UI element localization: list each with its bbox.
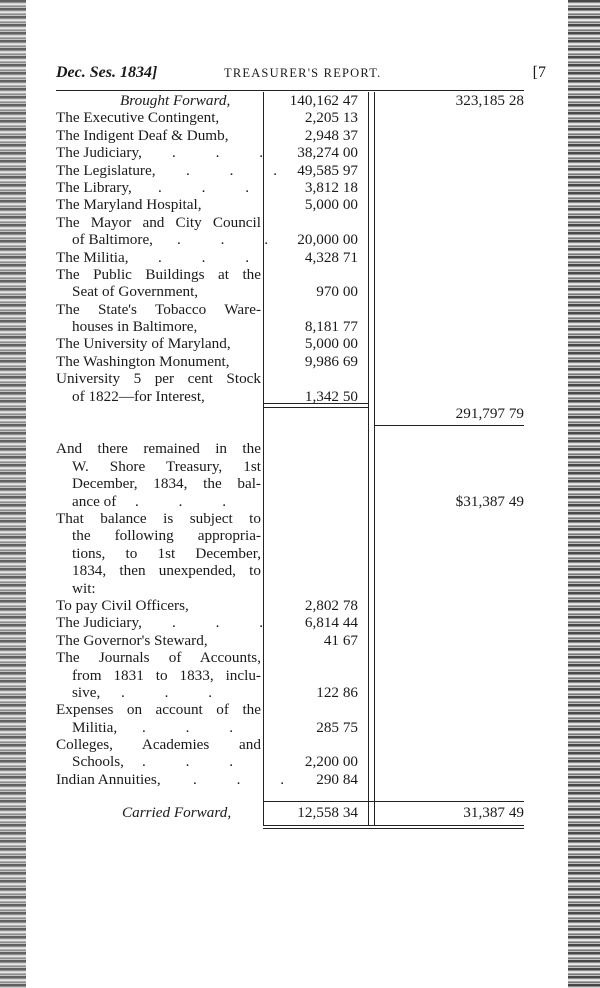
ledger-row [56,475,524,492]
item-amount-cents: 71 [342,248,358,266]
ledger-row [56,370,524,387]
entry-description: The Library, [56,178,132,196]
section-gap [56,788,524,804]
entry-description: from 1831 to 1833, inclu- [72,666,261,684]
item-amount-cents: 50 [342,387,358,405]
total-amount [456,493,524,510]
item-amount-dollars: 140,162 [289,92,340,109]
ledger-row [56,92,524,109]
item-amount [305,614,358,631]
item-amount-cents: 00 [342,335,358,353]
header-title: TREASURER'S REPORT. [224,66,382,80]
total-amount [463,804,524,821]
item-amount-cents: 00 [342,144,358,162]
entry-description: of Baltimore, [72,231,153,249]
item-amount-dollars: 122 [316,683,340,701]
ledger-row [56,545,524,562]
entry-description: The Maryland Hospital, [56,196,202,214]
item-amount-dollars: 2,205 [304,109,340,127]
ledger-row [56,440,524,457]
entry-description: The Journals of Accounts, [56,649,261,667]
entry-description: Schools, [72,753,124,771]
item-amount [305,318,358,335]
item-amount-cents: 69 [342,352,358,370]
entry-description: The Judiciary, [56,144,142,162]
entry-description: The Governor's Steward, [56,631,208,649]
item-amount-dollars: 6,814 [304,614,340,632]
ledger-row [56,266,524,283]
ledger-row [56,335,524,352]
ledger-row [56,318,524,335]
item-amount-dollars: 4,328 [304,248,340,266]
ledger-row [56,562,524,579]
carried-forward-underline-double [263,828,524,829]
entry-description: 1834, then unexpended, to [72,562,261,580]
leader-dots: . . . [142,753,251,771]
ledger-row [56,283,524,300]
ledger-row [56,701,524,718]
column-rule-items-right [368,92,369,826]
item-amount-dollars: 2,200 [304,753,340,771]
item-amount-cents: 75 [342,718,358,736]
item-amount [316,684,358,701]
item-amount-cents: 00 [342,283,358,301]
item-amount-cents: 34 [342,804,358,822]
item-amount-dollars: 8,181 [304,318,340,336]
entry-description: Colleges, Academies and [56,736,261,754]
entry-description: houses in Baltimore, [72,318,198,336]
ledger-row [56,196,524,213]
entry-description: The University of Maryland, [56,335,231,353]
item-amount [316,283,358,300]
entry-description: The Mayor and City Council [56,213,261,231]
item-amount-dollars: 2,948 [304,126,340,144]
item-amount-cents: 13 [342,109,358,127]
item-amount-cents: 86 [342,683,358,701]
entry-description: W. Shore Treasury, 1st [72,457,261,475]
ledger-row [56,597,524,614]
entry-description: wit: [72,579,96,597]
leader-dots: . . . [158,178,267,196]
entry-description: The State's Tobacco Ware- [56,300,261,318]
leader-dots: . . . [158,248,267,266]
item-amount-cents: 37 [342,126,358,144]
subtotal-rule [263,403,368,404]
entry-description: The Judiciary, [56,614,142,632]
total-amount-dollars: 31,387 [463,804,506,822]
item-amount [305,196,358,213]
entry-description: The Public Buildings at the [56,265,261,283]
entry-description: Seat of Government, [72,283,199,301]
item-amount-dollars: 3,812 [304,178,340,196]
item-amount-cents: 78 [342,596,358,614]
column-rule-totals-left [374,92,375,826]
leader-dots: . . . [172,144,281,162]
item-amount-cents: 97 [342,161,358,179]
ledger-row [56,353,524,370]
entry-description: the following appropria- [72,527,261,545]
item-amount [305,353,358,370]
entry-description: University 5 per cent Stock [56,370,261,388]
ledger-row [56,493,524,510]
ledger-row [56,804,524,821]
leader-dots: . . . [172,614,281,632]
entry-description: Brought Forward, [120,92,231,109]
ledger-row [56,144,524,161]
item-amount-dollars: 970 [316,283,340,301]
item-amount-cents: 77 [342,318,358,336]
item-amount [290,92,358,109]
item-amount [305,597,358,614]
ledger-row [56,632,524,649]
ledger-row [56,527,524,544]
entry-description: Indian Annuities, [56,770,161,788]
entry-description: Carried Forward, [122,804,232,822]
item-amount-dollars: 9,986 [304,352,340,370]
item-amount [305,109,358,126]
subtotal-rule-double [263,407,368,408]
ledger-row [56,301,524,318]
ledger-row [56,179,524,196]
leader-dots: . . . [186,161,295,179]
item-amount-cents: 00 [342,196,358,214]
item-amount [297,804,358,821]
entry-description: tions, to 1st December, [72,544,261,562]
ledger-row [56,127,524,144]
carried-forward-underline [263,825,524,826]
item-amount-dollars: 5,000 [304,335,340,353]
ledger-row [56,214,524,231]
ledger-row [56,458,524,475]
ledger-row [56,736,524,753]
entry-description: To pay Civil Officers, [56,596,189,614]
item-amount [305,127,358,144]
entry-description: The Executive Contingent, [56,109,220,127]
total-amount-dollars: 291,797 [455,405,506,423]
ledger-row [56,510,524,527]
leader-dots: . . . [142,718,251,736]
header-date: Dec. Ses. 1834] [56,64,158,81]
item-amount-dollars: 20,000 [297,231,340,249]
item-amount [305,249,358,266]
item-amount [297,162,358,179]
ledger-row [56,649,524,666]
item-amount-cents: 44 [342,614,358,632]
ledger-row [56,719,524,736]
item-amount-cents: 18 [342,178,358,196]
item-amount-cents: 84 [342,770,358,788]
item-amount [305,179,358,196]
item-amount [316,719,358,736]
item-amount [324,632,358,649]
item-amount-dollars: 49,585 [297,161,340,179]
item-amount [316,771,358,788]
ledger-row [56,684,524,701]
item-amount-cents: 67 [342,631,358,649]
book-binding-edge-left [0,0,26,988]
header-page-number: [7 [532,64,546,81]
ledger-row [56,162,524,179]
item-amount-dollars: 2,802 [304,596,340,614]
item-amount-dollars: 1,342 [304,387,340,405]
item-amount-dollars: 38,274 [297,144,340,162]
column-rule-items-left [263,92,264,826]
ledger-row [56,667,524,684]
item-amount [297,144,358,161]
leader-dots: . . . [135,492,244,510]
ledger-row [56,231,524,248]
item-amount [305,753,358,770]
total-amount-cents: 49 [508,804,524,822]
total-amount-dollars: $31,387 [455,492,506,510]
page-header [56,64,546,90]
ledger-row [56,249,524,266]
total-amount-cents: 79 [508,405,524,423]
book-page-edges-right [568,0,600,988]
item-amount-cents: 47 [342,92,358,109]
entry-description: ance of [72,492,117,510]
item-amount-dollars: 41 [323,631,340,649]
item-amount-dollars: 5,000 [304,196,340,214]
entry-description: sive, [72,683,101,701]
entry-description: And there remained in the [56,440,261,458]
ledger-row [56,614,524,631]
ledger-row [56,753,524,770]
total-rule [374,425,524,426]
leader-dots: . . . [193,770,302,788]
total-amount [456,405,524,422]
item-amount-dollars: 290 [316,770,340,788]
item-amount [305,335,358,352]
entry-description: The Washington Monument, [56,352,230,370]
total-amount [456,92,524,109]
entry-description: The Militia, [56,248,129,266]
entry-description: Militia, [72,718,118,736]
item-amount-dollars: 12,558 [297,804,340,822]
entry-description: of 1822—for Interest, [72,387,205,405]
ledger-table [56,92,524,822]
leader-dots: . . . [177,231,286,249]
item-amount-dollars: 285 [316,718,340,736]
entry-description: Expenses on account of the [56,701,261,719]
ledger-row [56,771,524,788]
ledger-row [56,109,524,126]
carried-forward-rule [263,801,524,802]
item-amount-cents: 00 [342,753,358,771]
ledger-page [34,30,568,970]
total-amount-dollars: 323,185 [455,92,506,109]
item-amount-cents: 00 [342,231,358,249]
entry-description: The Indigent Deaf & Dumb, [56,126,229,144]
leader-dots: . . . [121,683,230,701]
total-amount-cents: 28 [508,92,524,109]
total-amount-cents: 49 [508,492,524,510]
entry-description: That balance is subject to [56,509,261,527]
entry-description: The Legislature, [56,161,156,179]
ledger-row [56,580,524,597]
header-rule [56,90,524,91]
item-amount [297,231,358,248]
entry-description: December, 1834, the bal- [72,475,261,493]
